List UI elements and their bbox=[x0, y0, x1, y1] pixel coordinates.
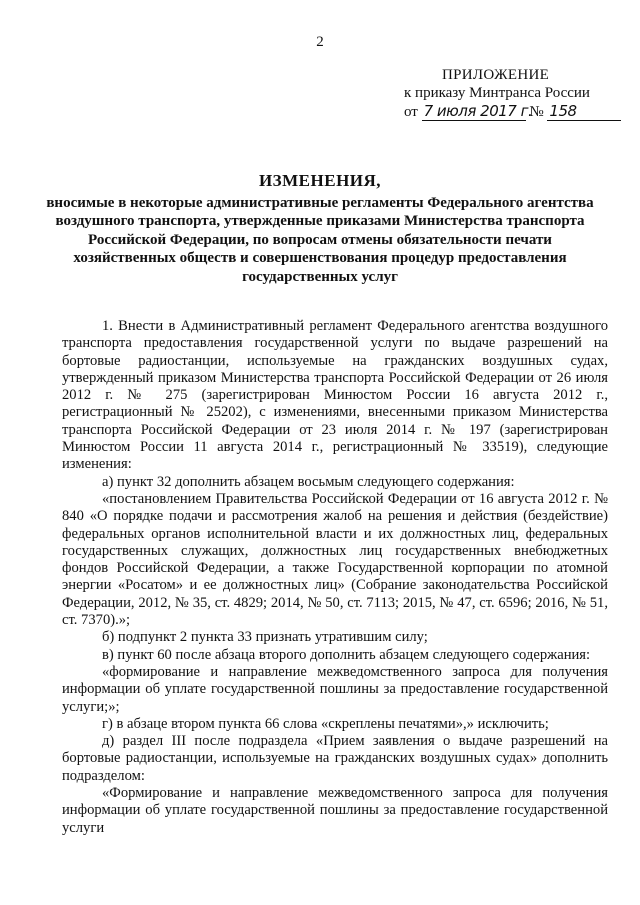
paragraph: г) в абзаце втором пункта 66 слова «скреплены печатями»,» исключить; bbox=[102, 715, 549, 732]
document-body bbox=[62, 318, 608, 837]
paragraph: а) пункт 32 дополнить абзацем восьмым следующего содержания: bbox=[102, 473, 515, 490]
appendix-title: ПРИЛОЖЕНИЕ bbox=[442, 67, 550, 83]
appendix-date-line bbox=[380, 102, 610, 121]
handwritten-date: 7 июля 2017 г. bbox=[423, 102, 533, 120]
document-heading bbox=[40, 172, 600, 286]
paragraph: «формирование и направление межведомственного запроса для получения информации об уплате государственной пошлины за предоставление государственной услуги;»; bbox=[62, 663, 608, 715]
paragraph: д) раздел III после подраздела «Прием заявления о выдаче разрешений на бортовые радиостанции, используемые на гражданских воздушных судах» дополнить подразделом: bbox=[62, 733, 608, 784]
paragraph: б) подпункт 2 пункта 33 признать утратившим силу; bbox=[102, 629, 428, 646]
appendix-block bbox=[380, 66, 610, 121]
paragraph: 1. Внести в Административный регламент Федерального агентства воздушного транспорта предоставления государственной услуги по выдаче разрешений на бортовые радиостанции, используемые на гражданских воздушных судах, утвержденный приказом Министерства транспорта Российской Федерации от 26 июля 2012 г. № 275 (зарегистрирован Минюстом России 16 августа 2012 г., регистрационный № 25202), с изменениями, внесенными приказом Министерства транспорта Российской Федерации от 23 июля 2014 г. № 197 (зарегистрирован Минюстом России 11 августа 2014 г., регистрационный № 33519), следующие изменения: bbox=[62, 318, 608, 473]
handwritten-number: 158 bbox=[547, 102, 621, 121]
paragraph: «постановлением Правительства Российской Федерации от 16 августа 2012 г. № 840 «О порядке подачи и рассмотрения жалоб на решения и действия (бездействие) федеральных органов исполнительной власти и их должностных лиц, федеральных государственных служащих, должностных лиц государственных внебюджетных фондов Российской Федерации, а также Государственной корпорации по атомной энергии «Росатом» и ее должностных лиц» (Собрание законодательства Российской Федерации, 2012, № 35, ст. 4829; 2014, № 50, ст. 7113; 2015, № 47, ст. 6596; 2016, № 51, ст. 7370).»; bbox=[62, 490, 608, 629]
from-label: от bbox=[404, 104, 418, 120]
number-label: № bbox=[529, 104, 544, 120]
appendix-reference: к приказу Минтранса России bbox=[404, 85, 590, 101]
page-number: 2 bbox=[316, 34, 324, 50]
paragraph: в) пункт 60 после абзаца второго дополнить абзацем следующего содержания: bbox=[102, 646, 591, 663]
paragraph: «Формирование и направление межведомственного запроса для получения информации об уплате государственной пошлины за предоставление государственной услуги bbox=[62, 785, 608, 836]
heading-title: ИЗМЕНЕНИЯ, bbox=[258, 171, 382, 190]
heading-subtitle: вносимые в некоторые административные регламенты Федерального агентства воздушного транспорта, утвержденные приказами Министерства транспорта Российской Федерации, по вопросам отмены обязательности печати хозяйственных обществ и совершенствования процедур предоставления государственных услуг bbox=[46, 194, 594, 285]
